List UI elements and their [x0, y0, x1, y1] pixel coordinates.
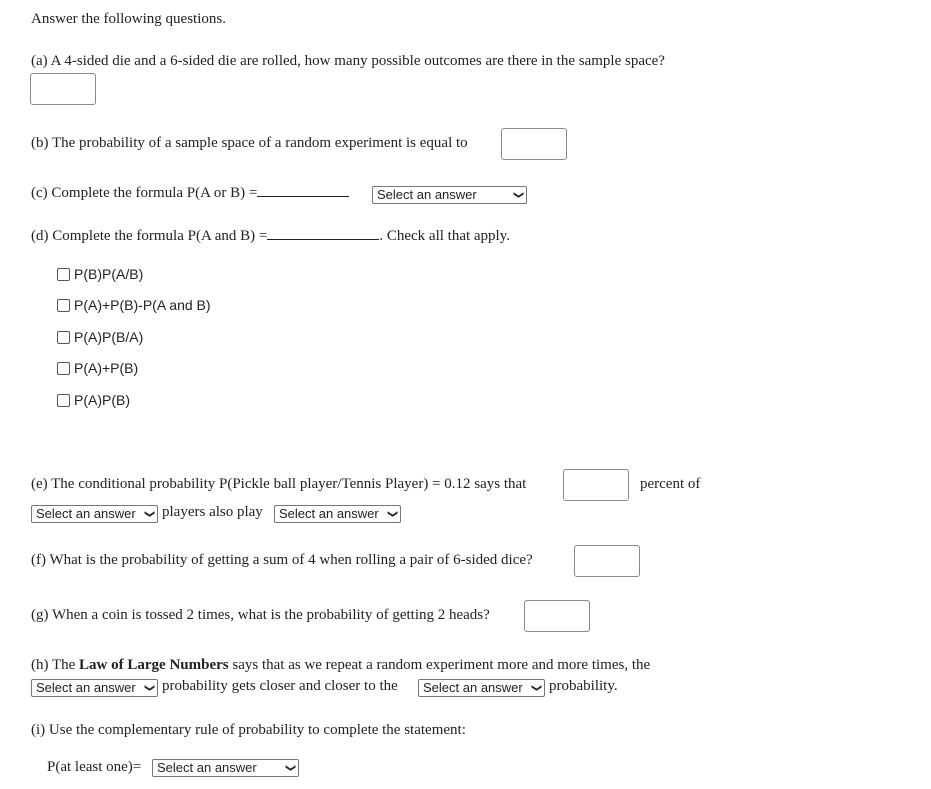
- question-h-text: (h) The Law of Large Numbers says that as we repeat a random experiment more and more times, the: [31, 657, 651, 673]
- p-at-least-one-label: P(at least one)=: [47, 759, 142, 775]
- question-b-answer-input[interactable]: [501, 128, 567, 160]
- question-c-select[interactable]: Select an answer ❯: [372, 186, 527, 204]
- question-h-middle-text: probability gets closer and closer to the: [162, 678, 398, 694]
- question-f-answer-input[interactable]: [574, 545, 640, 577]
- question-d-text: (d) Complete the formula P(A and B) = . Check all that apply.: [31, 228, 511, 244]
- checkbox-option-2[interactable]: [57, 299, 70, 312]
- chevron-down-icon: ❯: [143, 509, 155, 519]
- question-i-text: (i) Use the complementary rule of probability to complete the statement:: [31, 722, 466, 738]
- question-e-select-2[interactable]: Select an answer ❯: [274, 505, 401, 523]
- question-f-text: (f) What is the probability of getting a sum of 4 when rolling a pair of 6-sided dice?: [31, 552, 533, 568]
- question-i-select[interactable]: Select an answer ❯: [152, 759, 299, 777]
- question-e-select-1[interactable]: Select an answer ❯: [31, 505, 158, 523]
- checkbox-option-5[interactable]: [57, 394, 70, 407]
- chevron-down-icon: ❯: [512, 190, 524, 200]
- question-c-text: (c) Complete the formula P(A or B) =: [31, 185, 349, 202]
- question-h-end-text: probability.: [549, 678, 618, 694]
- question-b-text: (b) The probability of a sample space of a random experiment is equal to: [31, 135, 468, 151]
- question-h-select-2[interactable]: Select an answer ❯: [418, 679, 545, 697]
- players-also-play-text: players also play: [162, 504, 263, 520]
- chevron-down-icon: ❯: [530, 683, 542, 693]
- question-g-text: (g) When a coin is tossed 2 times, what is the probability of getting 2 heads?: [31, 607, 490, 623]
- chevron-down-icon: ❯: [143, 683, 155, 693]
- percent-of-text: percent of: [640, 476, 701, 492]
- chevron-down-icon: ❯: [386, 509, 398, 519]
- question-e-answer-input[interactable]: [563, 469, 629, 501]
- law-of-large-numbers: Law of Large Numbers: [79, 657, 229, 673]
- checkbox-option-1[interactable]: [57, 268, 70, 281]
- instructions: Answer the following questions.: [31, 11, 226, 27]
- question-a-answer-input[interactable]: [30, 73, 96, 105]
- option-4-label: P(A)+P(B): [74, 360, 139, 376]
- question-e-text: (e) The conditional probability P(Pickle ball player/Tennis Player) = 0.12 says that: [31, 476, 527, 492]
- checkbox-option-4[interactable]: [57, 362, 70, 375]
- option-3-label: P(A)P(B/A): [74, 329, 144, 345]
- blank-line: [257, 195, 349, 197]
- option-2-label: P(A)+P(B)-P(A and B): [74, 297, 211, 313]
- option-5-label: P(A)P(B): [74, 392, 130, 408]
- question-a-text: (a) A 4-sided die and a 6-sided die are rolled, how many possible outcomes are there in the sample space?: [31, 53, 665, 69]
- question-h-select-1[interactable]: Select an answer ❯: [31, 679, 158, 697]
- blank-line: [267, 238, 379, 240]
- chevron-down-icon: ❯: [284, 763, 296, 773]
- checkbox-option-3[interactable]: [57, 331, 70, 344]
- question-g-answer-input[interactable]: [524, 600, 590, 632]
- option-1-label: P(B)P(A/B): [74, 266, 144, 282]
